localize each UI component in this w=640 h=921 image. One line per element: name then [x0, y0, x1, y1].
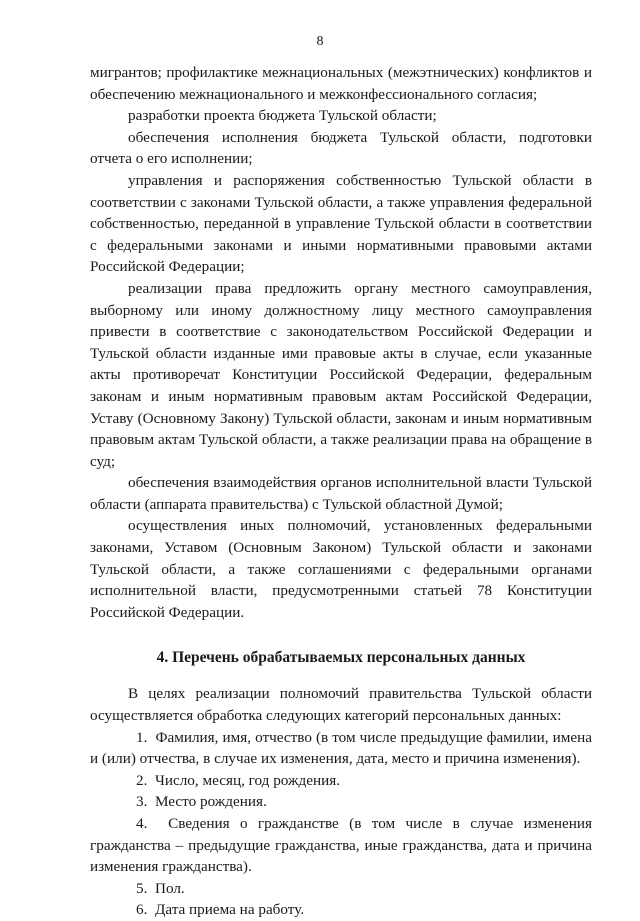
paragraph-property-management: управления и распоряжения собственностью Тульской области в соответствии с законами Тульской области, а также управления федеральной собственностью, переданной в управление Тульской области в соответствии с федеральными законами и иными нормативными правовыми актами Российской Федерации;	[90, 171, 592, 276]
list-item-number: 1.	[136, 728, 148, 746]
section-heading: 4. Перечень обрабатываемых персональных данных	[156, 649, 526, 667]
paragraph-budget-draft: разработки проекта бюджета Тульской области;	[128, 107, 437, 125]
list-item-number: 5.	[136, 879, 148, 897]
list-item	[90, 791, 592, 813]
list-item-text: Пол.	[154, 879, 185, 897]
list-item-number: 2.	[136, 771, 148, 789]
list-item-text: Место рождения.	[154, 793, 267, 811]
list-item-text: Фамилия, имя, отчество (в том числе предыдущие фамилии, имена и (или) отчества, в случае их изменения, дата, место и причина изменения).	[90, 728, 592, 768]
list-item-text: Сведения о гражданстве (в том числе в случае изменения гражданства – предыдущие гражданства, иные гражданства, дата и причина изменения гражданства).	[90, 815, 592, 876]
paragraph-other-powers: осуществления иных полномочий, установленных федеральными законами, Уставом (Основным Законом) Тульской области и законами Тульской области, а также соглашениями с федеральными органами исполнительной власти, предусмотренными статьей 78 Конституции Российской Федерации.	[90, 517, 592, 621]
list-item-text: Дата приема на работу.	[154, 901, 305, 919]
paragraph-duma-interaction: обеспечения взаимодействия органов исполнительной власти Тульской области (аппарата правительства) с Тульской областной Думой;	[90, 474, 592, 513]
paragraph-migrants: мигрантов; профилактике межнациональных (межэтнических) конфликтов и обеспечению межнационального и межконфессионального согласия;	[90, 64, 592, 103]
page-number: 8	[316, 34, 324, 49]
list-item	[90, 813, 592, 878]
list-item-number: 6.	[136, 901, 148, 919]
list-item	[90, 899, 592, 921]
list-item-text: Число, месяц, год рождения.	[154, 771, 341, 789]
list-item-number: 3.	[136, 793, 148, 811]
paragraph-local-government-rights: реализации права предложить органу местного самоуправления, выборному или иному должностному лицу местного самоуправления привести в соответствие с законодательством Российской Федерации и Тульской области изданные ими правовые акты в случае, если указанные акты противоречат Конституции Российской Федерации, федеральным законам и иным нормативным правовым актам Российской Федерации, Уставу (Основному Закону) Тульской области, законам и иным нормативным правовым актам Тульской области, а также реализации права на обращение в суд;	[90, 279, 592, 470]
list-item	[90, 770, 592, 792]
paragraph-budget-execution: обеспечения исполнения бюджета Тульской области, подготовки отчета о его исполнении;	[90, 128, 592, 168]
list-item	[90, 878, 592, 900]
list-item	[90, 727, 592, 770]
section-intro: В целях реализации полномочий правительства Тульской области осуществляется обработка следующих категорий персональных данных:	[90, 685, 592, 725]
list-item-number: 4.	[136, 815, 148, 832]
document-body	[90, 62, 592, 921]
